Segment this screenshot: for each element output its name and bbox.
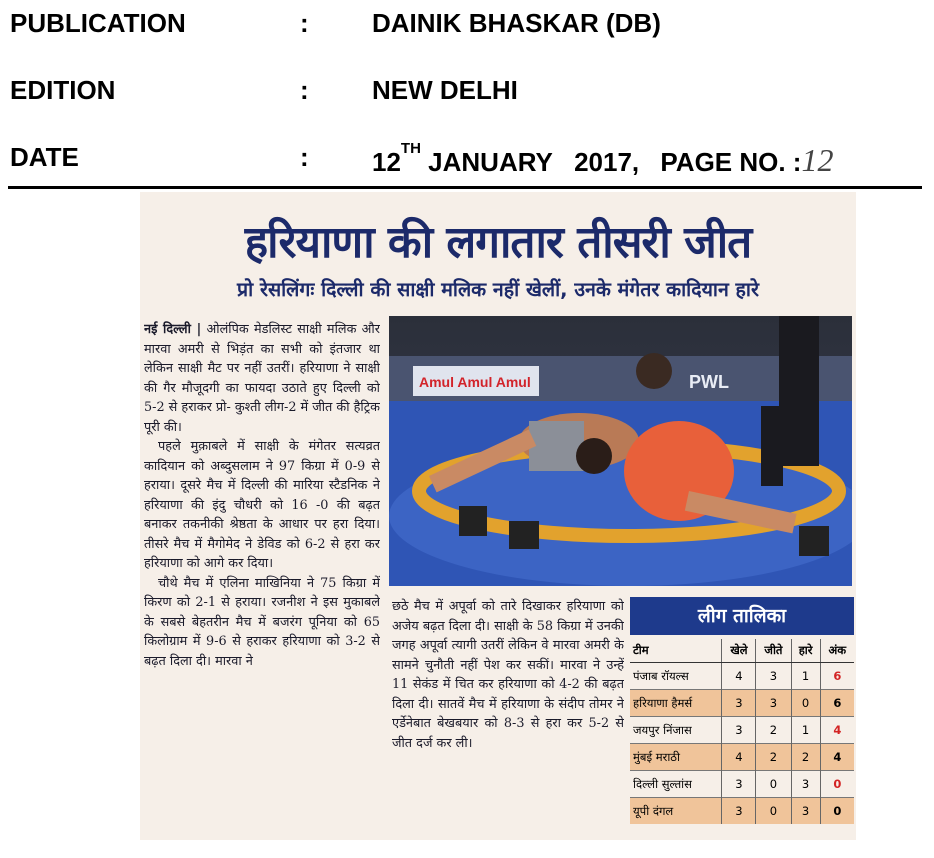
played: 3 — [722, 690, 756, 717]
won: 0 — [756, 771, 791, 798]
lost: 3 — [791, 798, 820, 825]
points: 0 — [820, 771, 854, 798]
wrestling-photo — [389, 316, 852, 586]
league-table-title: लीग तालिका — [630, 597, 854, 635]
header-team: टीम — [630, 639, 722, 663]
team-name: यूपी दंगल — [630, 798, 722, 825]
banner-text: Amul Amul Amul — [419, 374, 531, 390]
table-row — [630, 663, 854, 690]
played: 3 — [722, 798, 756, 825]
publication-label: PUBLICATION — [10, 8, 186, 38]
page-number-handwritten: 12 — [801, 142, 834, 178]
table-row — [630, 798, 854, 825]
won: 2 — [756, 717, 791, 744]
won: 3 — [756, 690, 791, 717]
edition-value: NEW DELHI — [372, 75, 518, 105]
paragraph-4: छठे मैच में अपूर्वा को तारे दिखाकर हरियाणा को अजेय बढ़त दिला दी। साक्षी के 58 किग्रा में उनकी जगह अपूर्वा त्यागी उतरीं लेकिन वे मारवा अमरी के सामने चुनौती नहीं पेश कर सकीं। मारवा ने उन्हें 11 सेकंड में चित कर हरियाणा को 4-2 की बढ़त दिला दी। सातवें मैच में हरियाणा के संदीप तोमर ने एर्डेनेबात बेखबयार को 8-3 से हरा कर 5-2 से जीत दर्ज कर ली। — [392, 599, 624, 751]
league-table-grid — [630, 639, 854, 824]
header-played: खेले — [722, 639, 756, 663]
points: 6 — [820, 663, 854, 690]
paragraph-1: ओलंपिक मेडलिस्ट साक्षी मलिक और मारवा अमरी से भिड़ंत का सभी को इंतजार था लेकिन साक्षी मैट पर नहीं उतरीं। हरियाणा ने साक्षी की गैर मौजूदगी का फायदा उठाते हुए दिल्ली को 5-2 से हराकर प्रो- कुश्ती लीग-2 में जीत की हैट्रिक पूरी की। — [144, 322, 380, 435]
edition-label: EDITION — [10, 75, 116, 105]
article-column-2 — [392, 597, 624, 837]
date-row — [0, 142, 934, 182]
played: 3 — [722, 771, 756, 798]
points: 6 — [820, 690, 854, 717]
lost: 1 — [791, 663, 820, 690]
dateline: नई दिल्ली | — [144, 322, 202, 337]
team-name: पंजाब रॉयल्स — [630, 663, 722, 690]
publication-row — [0, 8, 934, 48]
header-points: अंक — [820, 639, 854, 663]
team-name: दिल्ली सुल्तांस — [630, 771, 722, 798]
won: 2 — [756, 744, 791, 771]
header-won: जीते — [756, 639, 791, 663]
date-day: 12 — [372, 147, 401, 177]
played: 4 — [722, 744, 756, 771]
won: 3 — [756, 663, 791, 690]
subheadline: प्रो रेसलिंगः दिल्ली की साक्षी मलिक नहीं खेलीं, उनके मंगेतर कादियान हारे — [237, 278, 759, 301]
lost: 3 — [791, 771, 820, 798]
team-name: मुंबई मराठी — [630, 744, 722, 771]
page-label: PAGE NO. : — [660, 147, 802, 177]
banner-text-2: PWL — [689, 372, 729, 392]
lost: 2 — [791, 744, 820, 771]
lost: 0 — [791, 690, 820, 717]
table-row — [630, 744, 854, 771]
publication-value: DAINIK BHASKAR (DB) — [372, 8, 661, 38]
colon: : — [300, 142, 309, 172]
league-table — [630, 597, 854, 837]
colon: : — [300, 8, 309, 38]
article-column-1 — [144, 320, 380, 838]
points: 4 — [820, 717, 854, 744]
points: 0 — [820, 798, 854, 825]
won: 0 — [756, 798, 791, 825]
wrestling-photo-illustration — [389, 316, 852, 586]
team-name: हरियाणा हैमर्स — [630, 690, 722, 717]
date-rest: JANUARY 2017, — [428, 147, 640, 177]
header-rule — [8, 186, 922, 189]
headline: हरियाणा की लगातार तीसरी जीत — [244, 217, 752, 268]
table-row — [630, 690, 854, 717]
paragraph-2: पहले मुक़ाबले में साक्षी के मंगेतर सत्यव्रत कादियान को अब्दुसलाम ने 97 किग्रा में 0-9 से हराया। दूसरे मैच में दिल्ली की मारिया स्टैडनिक ने हरियाणा की इंदु चौधरी को 16 -0 की बढ़त बनाकर तकनीकी श्रेष्ठता के आधार पर हरा दिया। तीसरे मैच में मैगोमेद ने डेविड को 6-2 से हरा कर हरियाणा को आगे कर दिया। — [144, 439, 380, 571]
points: 4 — [820, 744, 854, 771]
table-header-row — [630, 639, 854, 663]
lost: 1 — [791, 717, 820, 744]
edition-row — [0, 75, 934, 115]
team-name: जयपुर निंजास — [630, 717, 722, 744]
date-label: DATE — [10, 142, 79, 172]
table-row — [630, 717, 854, 744]
colon: : — [300, 75, 309, 105]
header-lost: हारे — [791, 639, 820, 663]
table-row — [630, 771, 854, 798]
date-suffix: TH — [400, 140, 421, 157]
date-value — [372, 142, 833, 179]
played: 3 — [722, 717, 756, 744]
newspaper-clipping — [140, 192, 856, 840]
paragraph-3: चौथे मैच में एलिना माखिनिया ने 75 किग्रा में किरण को 2-1 से हराया। रजनीश ने इस मुकाबले के सबसे बेहतरीन मैच में बजरंग पूनिया को 65 किलोग्राम में 9-6 से हराकर हरियाणा को 3-2 से बढ़त दिला दी। मारवा ने — [144, 575, 380, 669]
played: 4 — [722, 663, 756, 690]
